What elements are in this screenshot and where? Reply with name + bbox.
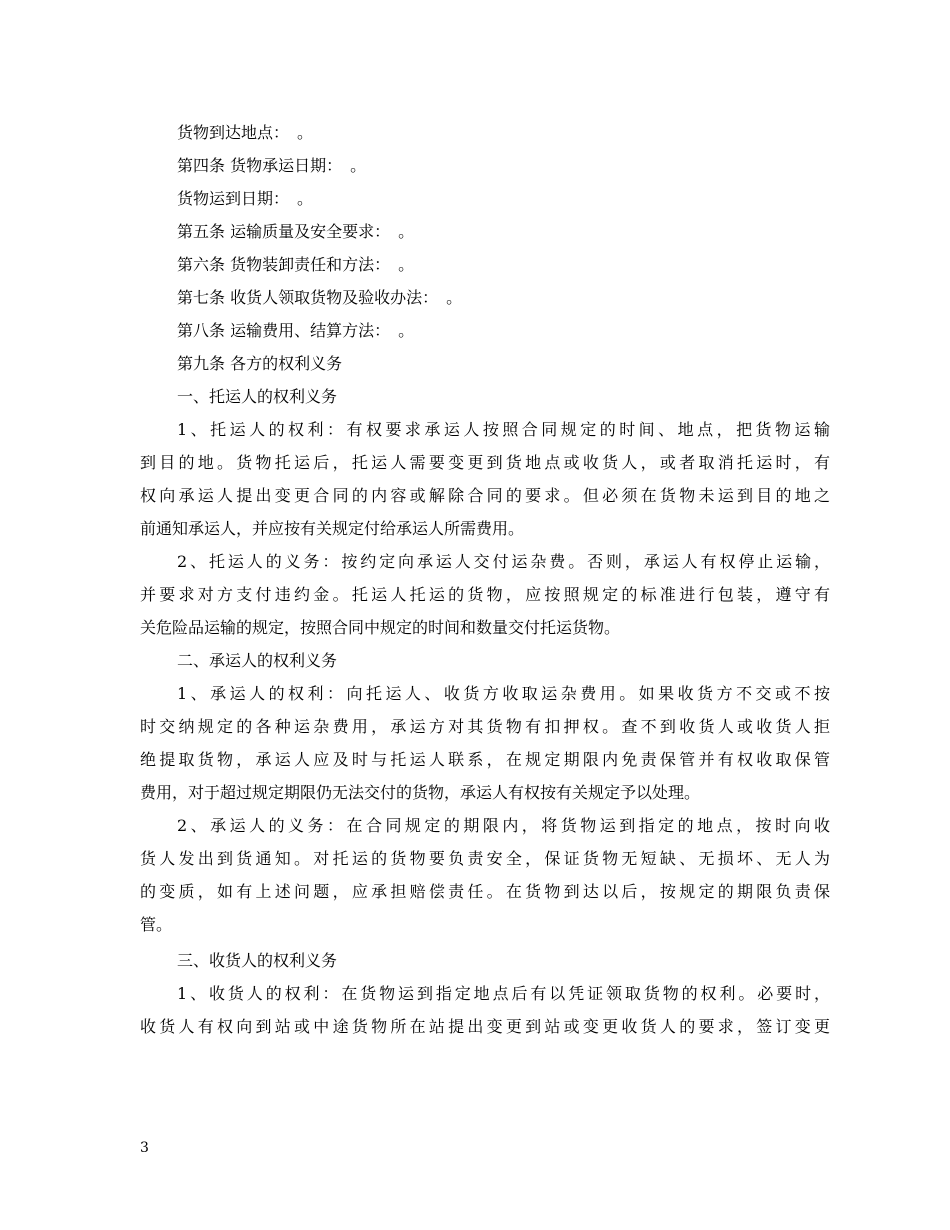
text-line: 第九条 各方的权利义务: [177, 354, 343, 373]
text-line: 费用，对于超过规定期限仍无法交付的货物，承运人有权按有关规定予以处理。: [140, 783, 701, 802]
text-line: 二、承运人的权利义务: [177, 651, 338, 670]
text-line: 第八条 运输费用、结算方法： 。: [177, 321, 415, 340]
text-line: 并要求对方支付违约金。托运人托运的货物，应按照规定的标准进行包装，遵守有: [140, 585, 830, 604]
text-line: 时交纳规定的各种运杂费用，承运方对其货物有扣押权。查不到收货人或收货人拒: [140, 717, 830, 736]
text-line: 第六条 货物装卸责任和方法： 。: [177, 255, 415, 274]
text-line: 1、收货人的权利：在货物运到指定地点后有以凭证领取货物的权利。必要时，: [177, 984, 830, 1003]
text-line: 关危险品运输的规定，按照合同中规定的时间和数量交付托运货物。: [140, 618, 621, 637]
text-line: 绝提取货物，承运人应及时与托运人联系，在规定期限内免责保管并有权收取保管: [140, 750, 830, 769]
text-line: 权向承运人提出变更合同的内容或解除合同的要求。但必须在货物未运到目的地之: [140, 486, 830, 505]
text-line: 一、托运人的权利义务: [177, 387, 338, 406]
text-line: 1、承运人的权利：向托运人、收货方收取运杂费用。如果收货方不交或不按: [177, 684, 830, 703]
text-line: 1、托运人的权利：有权要求承运人按照合同规定的时间、地点，把货物运输: [177, 420, 830, 439]
text-line: 第五条 运输质量及安全要求： 。: [177, 222, 415, 241]
text-line: 2、托运人的义务：按约定向承运人交付运杂费。否则，承运人有权停止运输，: [177, 552, 830, 571]
text-line: 到目的地。货物托运后，托运人需要变更到货地点或收货人，或者取消托运时，有: [140, 453, 830, 472]
text-line: 的变质，如有上述问题，应承担赔偿责任。在货物到达以后，按规定的期限负责保: [140, 882, 830, 901]
text-line: 前通知承运人，并应按有关规定付给承运人所需费用。: [140, 519, 525, 538]
text-line: 货物到达地点： 。: [177, 123, 314, 142]
text-line: 货人发出到货通知。对托运的货物要负责安全，保证货物无短缺、无损坏、无人为: [140, 849, 830, 868]
text-line: 三、收货人的权利义务: [177, 951, 338, 970]
text-line: 2、承运人的义务：在合同规定的期限内，将货物运到指定的地点，按时向收: [177, 816, 830, 835]
text-line: 管。: [140, 915, 173, 934]
text-line: 第四条 货物承运日期： 。: [177, 156, 367, 175]
document-body: [140, 116, 830, 1043]
page-number: 3: [140, 1140, 149, 1156]
text-line: 第七条 收货人领取货物及验收办法： 。: [177, 288, 463, 307]
text-line: 货物运到日期： 。: [177, 189, 314, 208]
text-line: 收货人有权向到站或中途货物所在站提出变更到站或变更收货人的要求，签订变更: [140, 1017, 830, 1036]
